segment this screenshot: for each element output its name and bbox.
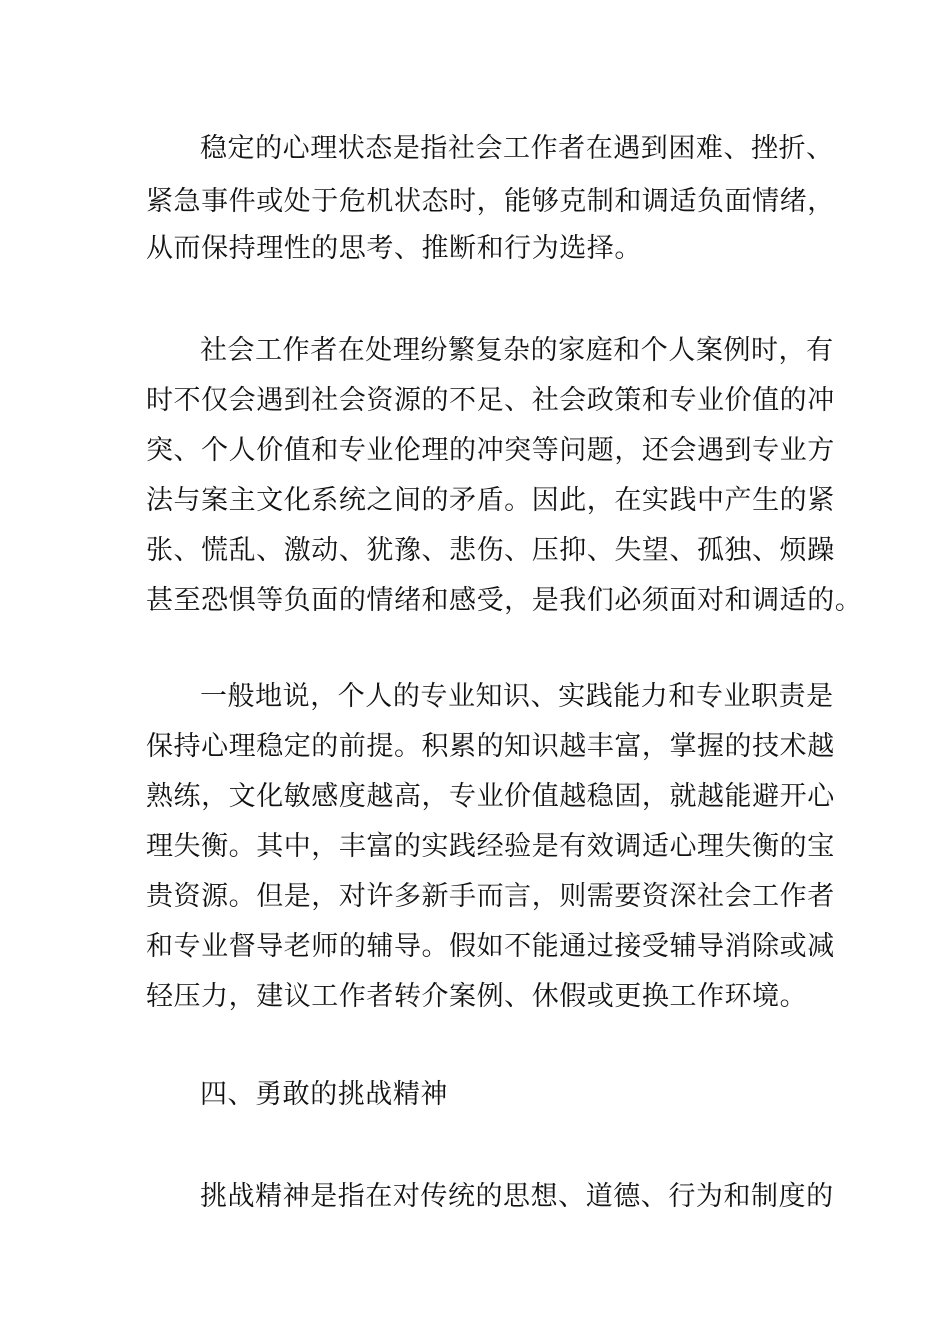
paragraph-line: 紧急事件或处于危机状态时，能够克制和调适负面情绪， bbox=[146, 186, 835, 217]
paragraph-line: 保持心理稳定的前提。积累的知识越丰富，掌握的技术越 bbox=[146, 731, 835, 762]
paragraph-line: 社会工作者在处理纷繁复杂的家庭和个人案例时，有 bbox=[200, 335, 834, 366]
paragraph-line: 轻压力，建议工作者转介案例、休假或更换工作环境。 bbox=[146, 981, 808, 1012]
paragraph-line: 稳定的心理状态是指社会工作者在遇到困难、挫折、 bbox=[200, 133, 834, 164]
paragraph-line: 张、慌乱、激动、犹豫、悲伤、压抑、失望、孤独、烦躁 bbox=[146, 535, 835, 566]
paragraph-line: 法与案主文化系统之间的矛盾。因此，在实践中产生的紧 bbox=[146, 485, 835, 516]
paragraph-line: 突、个人价值和专业伦理的冲突等问题，还会遇到专业方 bbox=[146, 435, 835, 466]
paragraph-line: 时不仅会遇到社会资源的不足、社会政策和专业价值的冲 bbox=[146, 385, 835, 416]
paragraph-line: 理失衡。其中，丰富的实践经验是有效调适心理失衡的宝 bbox=[146, 831, 835, 862]
paragraph-line: 一般地说，个人的专业知识、实践能力和专业职责是 bbox=[200, 681, 834, 712]
paragraph-line: 熟练，文化敏感度越高，专业价值越稳固，就越能避开心 bbox=[146, 781, 835, 812]
paragraph-line: 贵资源。但是，对许多新手而言，则需要资深社会工作者 bbox=[146, 881, 835, 912]
paragraph-line: 和专业督导老师的辅导。假如不能通过接受辅导消除或减 bbox=[146, 931, 835, 962]
paragraph-line: 甚至恐惧等负面的情绪和感受，是我们必须面对和调适的。 bbox=[146, 585, 863, 616]
paragraph-line: 从而保持理性的思考、推断和行为选择。 bbox=[146, 233, 642, 264]
paragraph-line: 挑战精神是指在对传统的思想、道德、行为和制度的 bbox=[200, 1181, 834, 1212]
section-heading: 四、勇敢的挑战精神 bbox=[200, 1079, 448, 1110]
